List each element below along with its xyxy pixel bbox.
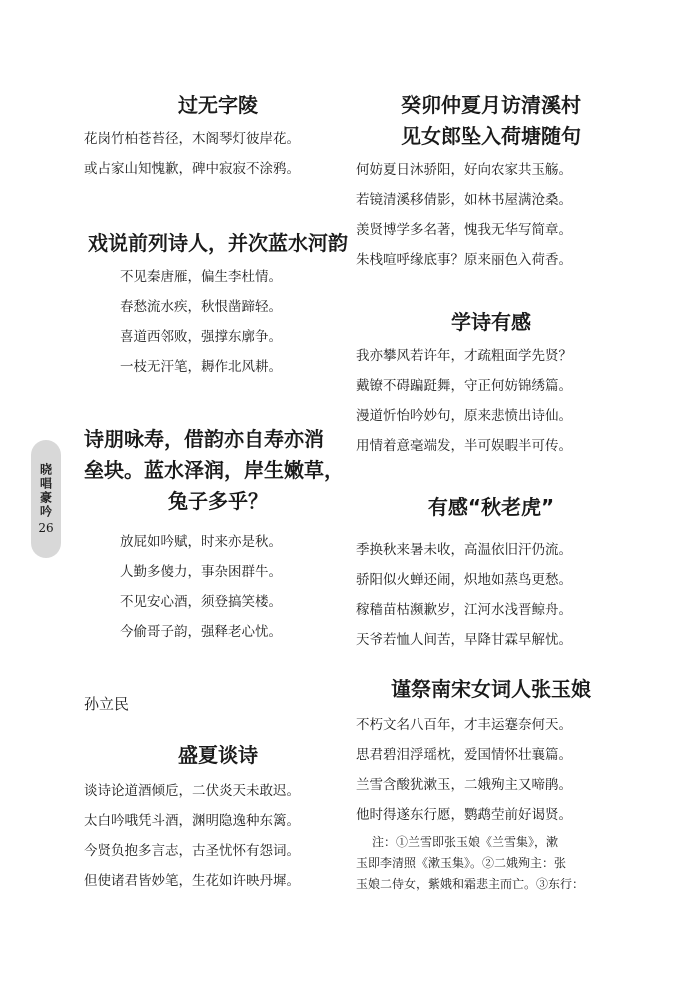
poem-line: 不见安心酒，须登搞笑楼。 bbox=[120, 594, 282, 610]
poem-line: 花岗竹柏苍苔径，木阁琴灯彼岸花。 bbox=[84, 131, 300, 147]
poem-title: 谨祭南宋女词人张玉娘 bbox=[391, 677, 591, 701]
poem-line: 春愁流水疾，秋恨凿蹄轻。 bbox=[120, 299, 282, 315]
poem-title-line: 见女郎坠入荷塘随句 bbox=[401, 124, 581, 148]
poem-shengxia-tanshi bbox=[84, 740, 352, 896]
poem-title: 有感“秋老虎” bbox=[427, 495, 555, 519]
poem-line: 天爷若恤人间苦，早降甘霖早解忧。 bbox=[356, 632, 572, 648]
poem-qiulaohu bbox=[356, 492, 626, 655]
poem-line: 用情着意毫端发，半可娱暇半可传。 bbox=[356, 438, 572, 454]
poem-title-line: 垒块。蓝水泽润，岸生嫩草， bbox=[84, 458, 344, 482]
poem-line: 朱栈喧呼缘底事？原来丽色入荷香。 bbox=[356, 252, 572, 268]
column-logo: 晓唱豪吟 bbox=[38, 463, 53, 519]
poem-line: 思君碧泪浮瑶枕，爱国情怀壮襄篇。 bbox=[356, 747, 572, 763]
poem-guo-wuziling bbox=[84, 90, 352, 184]
poem-title: 盛夏谈诗 bbox=[178, 743, 258, 767]
poem-line: 但使诸君皆妙笔，生花如许映丹墀。 bbox=[84, 873, 300, 889]
poem-line: 放屁如吟赋，时来亦是秋。 bbox=[120, 534, 282, 550]
poem-line: 兰雪含酸犹漱玉，二娥殉主又啼鹃。 bbox=[356, 777, 572, 793]
poem-xueshi-yougan bbox=[356, 307, 626, 461]
poem-line: 戴镣不碍蹁跹舞，守正何妨锦绣篇。 bbox=[356, 378, 572, 394]
poem-title: 戏说前列诗人，并次蓝水河韵 bbox=[88, 231, 348, 255]
poem-line: 太白吟哦凭斗酒，渊明隐逸种东篱。 bbox=[84, 813, 300, 829]
poem-line: 我亦攀风若许年，才疏粗面学先贤？ bbox=[356, 348, 572, 364]
poem-title: 学诗有感 bbox=[451, 310, 531, 334]
poem-line: 今贤负抱多言志，古圣忧怀有怨词。 bbox=[84, 843, 300, 859]
poem-line: 喜道西邻败，强撑东廓争。 bbox=[120, 329, 282, 345]
footnote-line: 玉即李清照《漱玉集》。②二娥殉主：张 bbox=[356, 856, 567, 870]
poem-line: 漫道忻怡吟妙句，原来悲愤出诗仙。 bbox=[356, 408, 572, 424]
poem-line: 季换秋来暑未收，高温依旧汗仍流。 bbox=[356, 542, 572, 558]
poem-line: 骄阳似火蝉还闹，炽地如蒸鸟更愁。 bbox=[356, 572, 572, 588]
poem-line: 不见秦唐雁，偏生李杜情。 bbox=[120, 269, 282, 285]
poem-line: 或占家山知愧歉，碑中寂寂不涂鸦。 bbox=[84, 161, 300, 177]
footnote bbox=[356, 832, 626, 895]
poem-shipeng-yongshou bbox=[84, 424, 352, 647]
footnote-line: 玉娘二侍女，紫娥和霜悲主而亡。③东行： bbox=[356, 877, 585, 891]
poem-line: 一枝无汗笔，耨作北风耕。 bbox=[120, 359, 282, 375]
poem-line: 若镜清溪移倩影，如林书屋满沧桑。 bbox=[356, 192, 572, 208]
poem-line: 羡贤博学多名著，愧我无华写简章。 bbox=[356, 222, 572, 238]
poem-line: 稼穑苗枯濒歉岁，江河水浅晋鲸舟。 bbox=[356, 602, 572, 618]
poem-title: 过无字陵 bbox=[178, 93, 258, 117]
poem-line: 何妨夏日沐骄阳，好向农家共玉觞。 bbox=[356, 162, 572, 178]
poem-title-line: 癸卯仲夏月访清溪村 bbox=[401, 93, 581, 117]
author-name: 孙立民 bbox=[84, 695, 130, 713]
poem-line: 今偷哥子韵，强释老心忧。 bbox=[120, 624, 282, 640]
poem-guimao-qingxi bbox=[356, 90, 626, 275]
poem-line: 他时得遂东行愿，鹦鹉茔前好谒贤。 bbox=[356, 807, 572, 823]
poem-line: 谈诗论道酒倾卮，二伏炎天未敢迟。 bbox=[84, 783, 300, 799]
page-number: 26 bbox=[38, 521, 54, 535]
poem-title-line: 诗朋咏寿，借韵亦自寿亦消 bbox=[84, 427, 324, 451]
poem-line: 不朽文名八百年，才丰运蹇奈何天。 bbox=[356, 717, 572, 733]
footnote-line: 注：①兰雪即张玉娘《兰雪集》，漱 bbox=[372, 835, 559, 849]
poem-line: 人勤多傻力，事杂困群牛。 bbox=[120, 564, 282, 580]
poem-xishuo bbox=[84, 228, 352, 382]
poem-title-line: 兔子多乎？ bbox=[168, 489, 268, 513]
poem-zhang-yuniang bbox=[356, 674, 626, 895]
side-page-tab bbox=[31, 440, 61, 558]
